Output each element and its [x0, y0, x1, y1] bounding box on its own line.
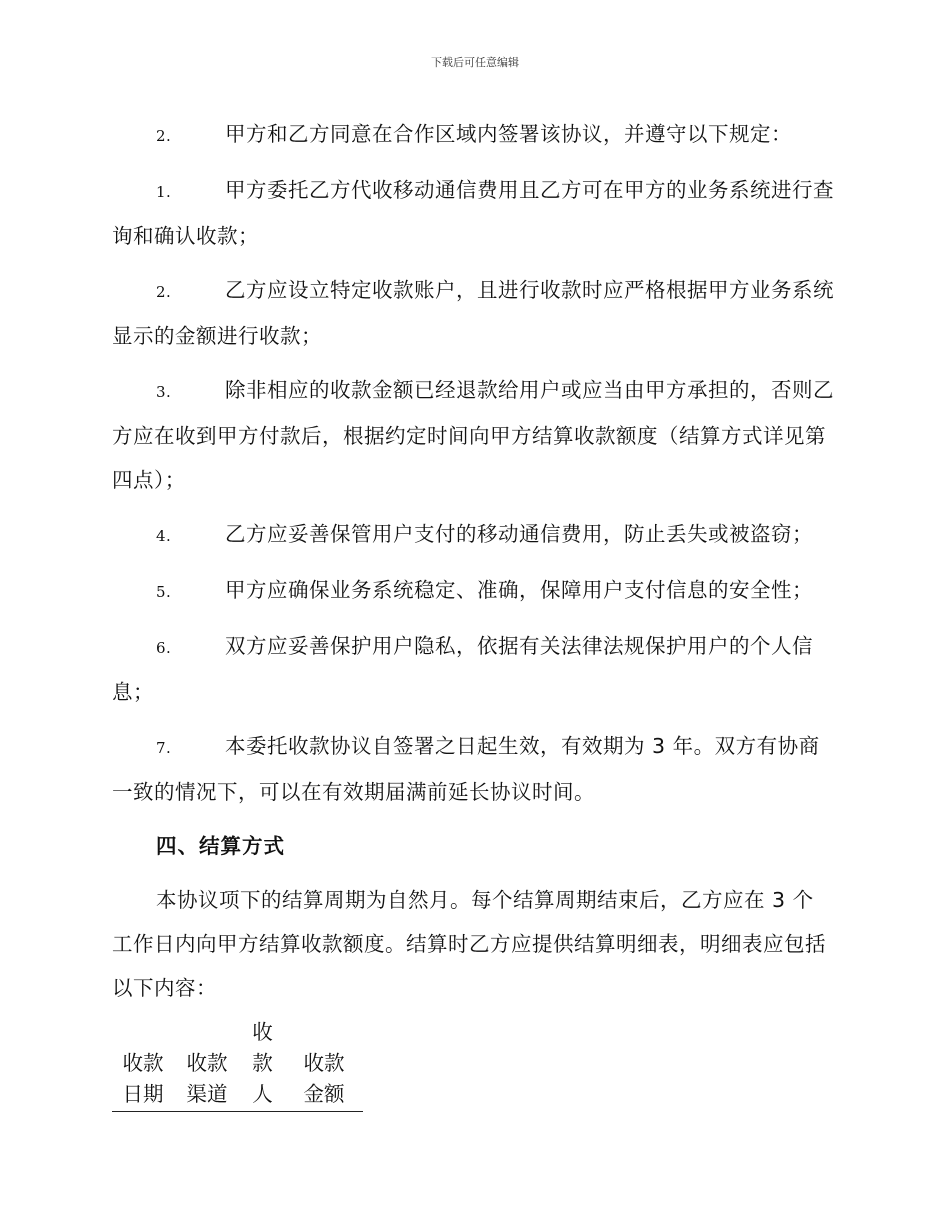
clause-text: 除非相应的收款金额已经退款给用户或应当由甲方承担的，否则乙方应在收到甲方付款后，根据约定时间向甲方结算收款额度（结算方式详见第四点）； [112, 378, 834, 492]
clause-2-7 [112, 724, 834, 814]
header-line: 日期 [122, 1082, 164, 1106]
clause-text: 甲方和乙方同意在合作区域内签署该协议，并遵守以下规定： [225, 122, 792, 146]
header-line [285, 1017, 363, 1048]
header-line: 渠道 [186, 1082, 228, 1106]
header-line: 人 [252, 1082, 273, 1106]
header-line [112, 1017, 174, 1048]
document-body [112, 112, 834, 1020]
page-header: 下载后可任意编辑 [431, 56, 519, 69]
section-body: 本协议项下的结算周期为自然月。每个结算周期结束后，乙方应在 3 个工作日内向甲方结算收款额度。结算时乙方应提供结算明细表，明细表应包括以下内容： [112, 888, 826, 1000]
header-line: 收 [252, 1020, 273, 1044]
clause-text: 乙方应妥善保管用户支付的移动通信费用，防止丢失或被盗窃； [225, 522, 813, 546]
clause-text: 双方应妥善保护用户隐私，依据有关法律法规保护用户的个人信息； [112, 634, 813, 704]
clause-text: 甲方应确保业务系统稳定、准确，保障用户支付信息的安全性； [225, 578, 813, 602]
clause-2-4 [112, 512, 834, 558]
header-line: 款 [252, 1051, 273, 1075]
header-line: 金额 [303, 1082, 345, 1106]
header-line: 收款 [303, 1051, 345, 1075]
header-line: 收款 [122, 1051, 164, 1075]
clause-2-1 [112, 168, 834, 258]
clause-number: 7. [156, 739, 172, 757]
header-line [174, 1017, 240, 1048]
clause-number: 4. [156, 527, 172, 545]
column-header-amount [285, 1017, 363, 1111]
column-header-date [112, 1017, 174, 1111]
clause-text: 甲方委托乙方代收移动通信费用且乙方可在甲方的业务系统进行查询和确认收款； [112, 178, 834, 248]
clause-number: 3. [156, 383, 172, 401]
clause-number: 2. [156, 127, 172, 145]
header-line: 收款 [186, 1051, 228, 1075]
column-header-payee [240, 1017, 285, 1111]
clause-2-3 [112, 368, 834, 502]
clause-number: 2. [156, 283, 172, 301]
column-header-channel [174, 1017, 240, 1111]
clause-2 [112, 112, 834, 158]
settlement-table-header [112, 1017, 363, 1112]
clause-text: 本委托收款协议自签署之日起生效，有效期为 3 年。双方有协商一致的情况下，可以在有效期届满前延长协议时间。 [112, 734, 820, 804]
section-heading: 四、结算方式 [156, 834, 285, 858]
clause-number: 5. [156, 583, 172, 601]
clause-number: 1. [156, 183, 172, 201]
clause-2-5 [112, 568, 834, 614]
clause-number: 6. [156, 639, 172, 657]
clause-text: 乙方应设立特定收款账户，且进行收款时应严格根据甲方业务系统显示的金额进行收款； [112, 278, 834, 348]
clause-2-2 [112, 268, 834, 358]
clause-2-6 [112, 624, 834, 714]
